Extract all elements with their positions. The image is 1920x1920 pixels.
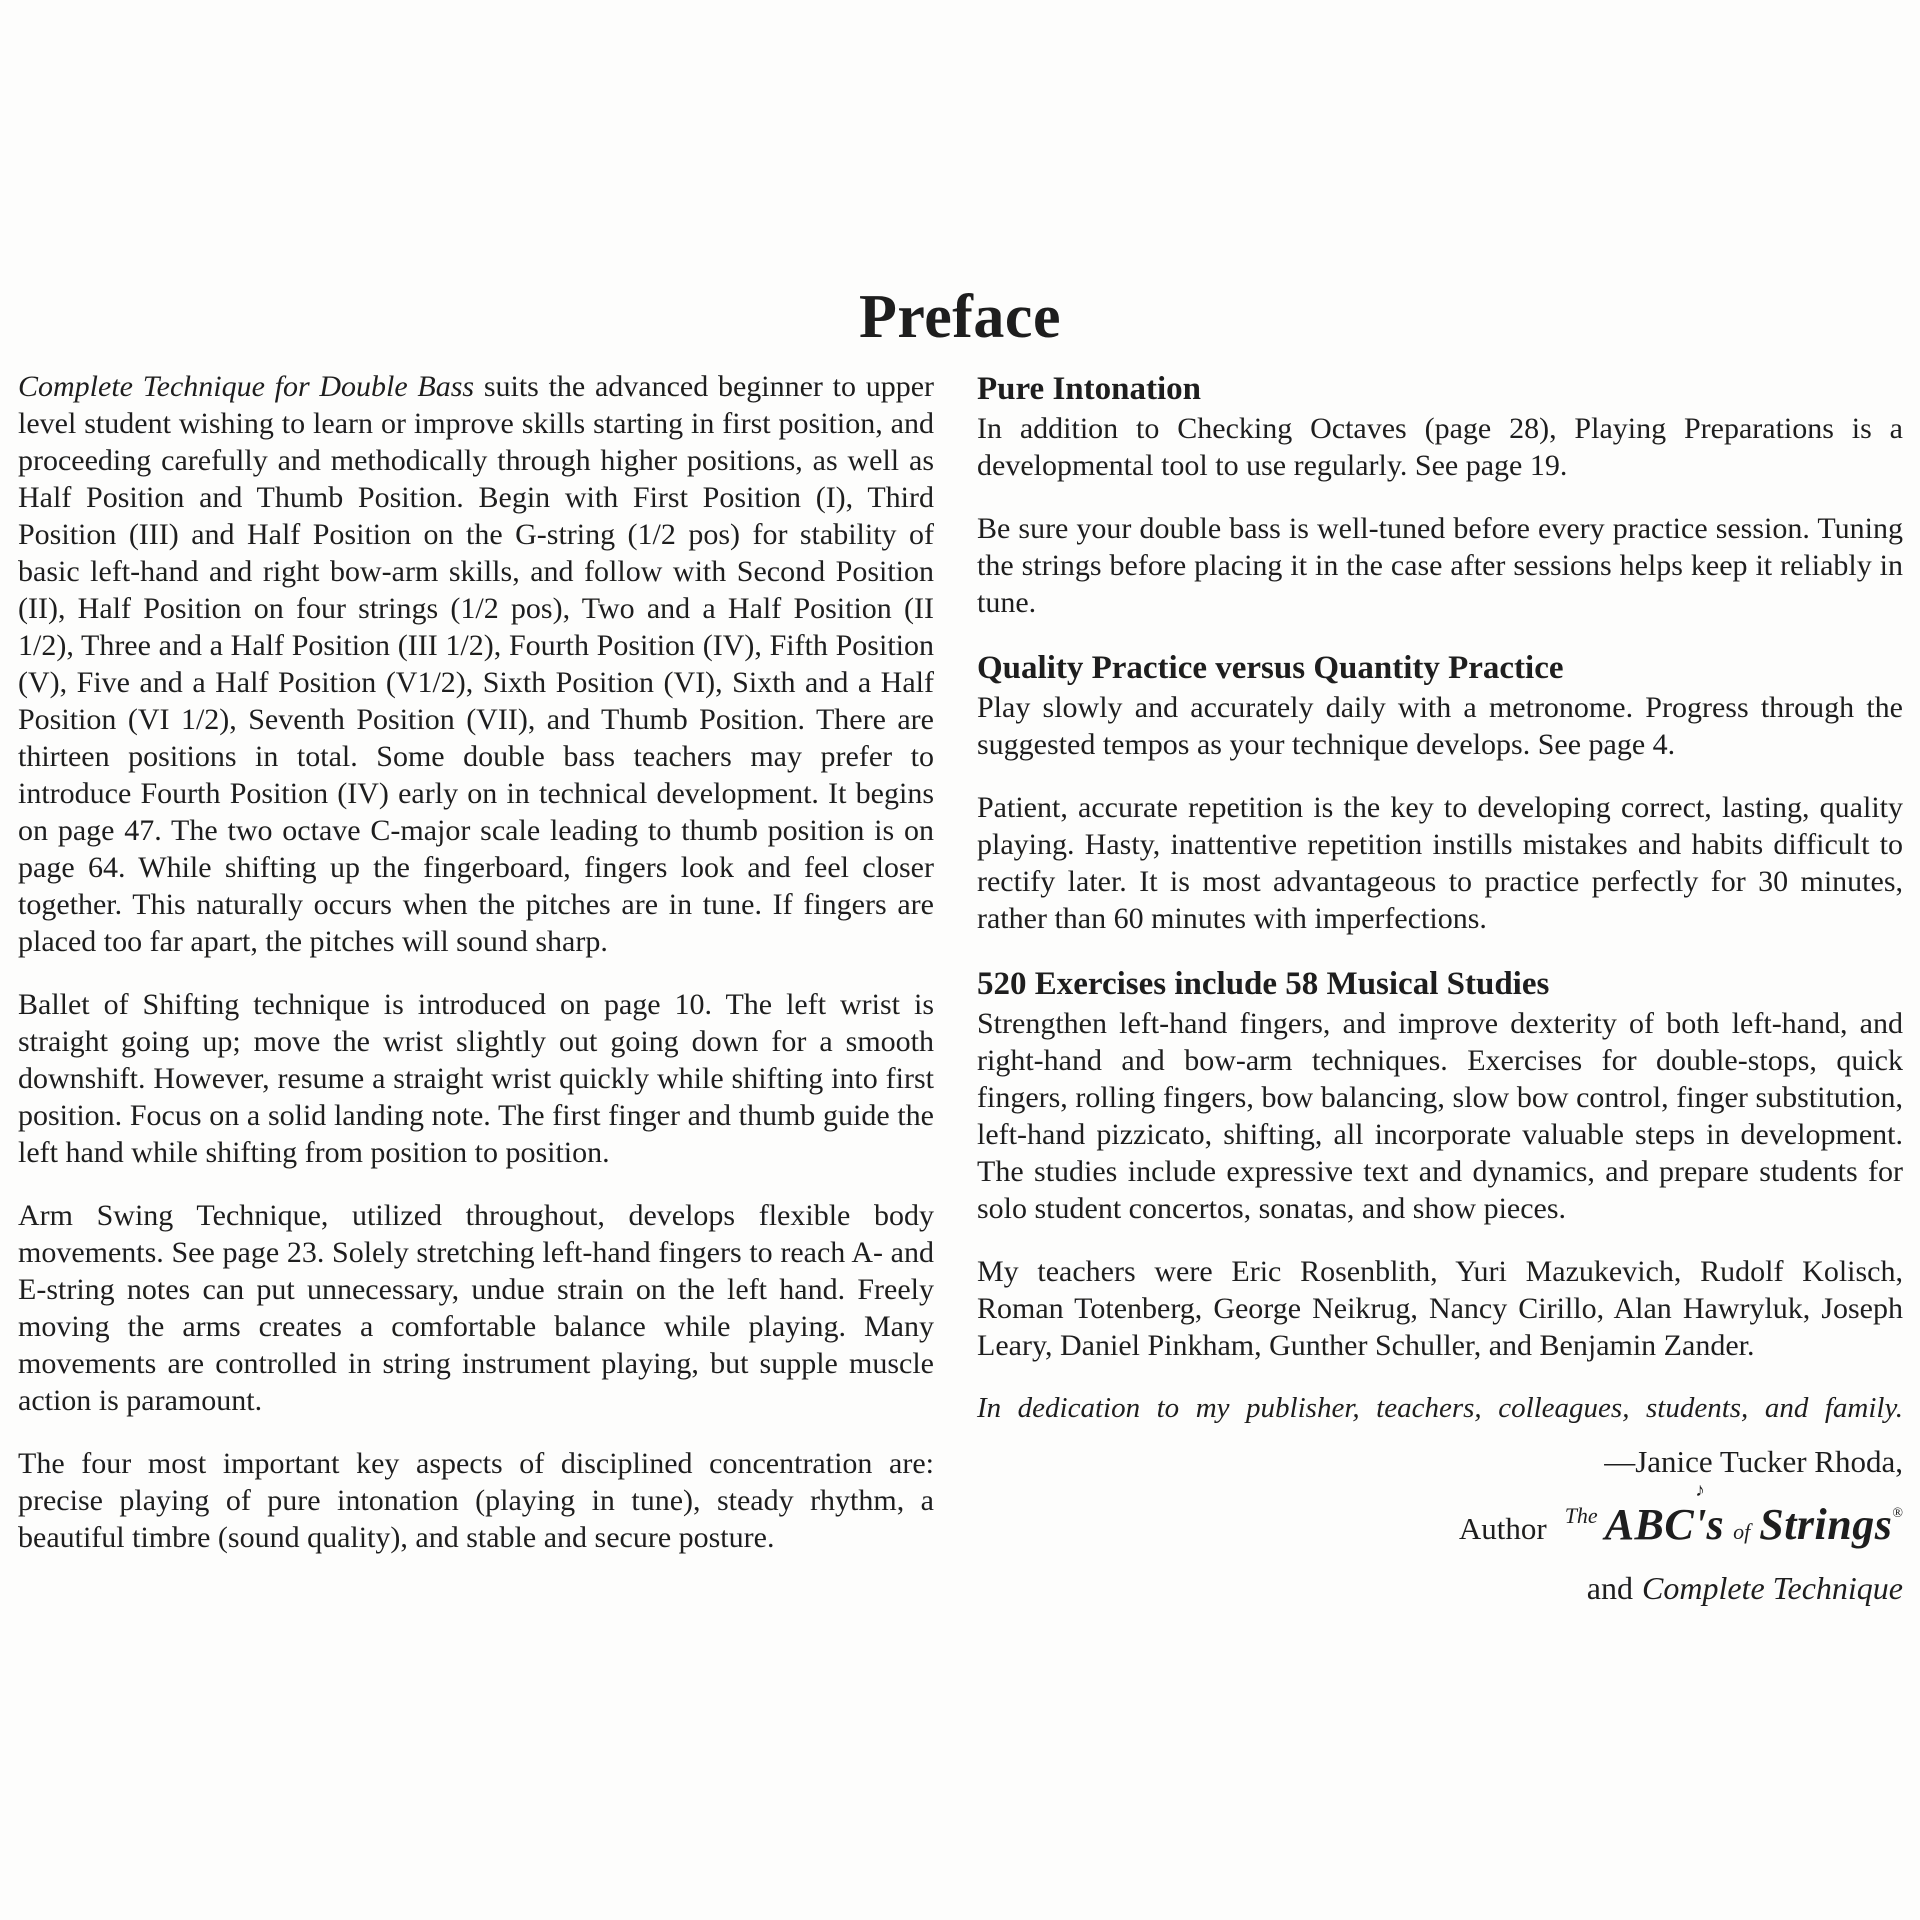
heading-pure-intonation: Pure Intonation — [977, 371, 1202, 407]
paragraph-intro — [18, 368, 934, 960]
paragraph-exercises: Strengthen left-hand fingers, and improve dexterity of both left-hand, and right-hand and bow-arm techniques. Exercises for double-stops, quick fingers, rolling fingers, bow balancing, slow bow control, finger substitution, left-hand pizzicato, shifting, all incorporate valuable steps in development. The studies include expressive text and dynamics, and prepare students for solo student concertos, sonatas, and show pieces. — [977, 1007, 1903, 1225]
heading-quality-practice: Quality Practice versus Quantity Practice — [977, 650, 1564, 686]
and-label: and — [1586, 1570, 1633, 1606]
paragraph-teachers: My teachers were Eric Rosenblith, Yuri Mazukevich, Rudolf Kolisch, Roman Totenberg, George Neikrug, Nancy Cirillo, Alan Hawryluk, Joseph Leary, Daniel Pinkham, Gunther Schuller, and Benjamin Zander. — [977, 1255, 1903, 1362]
paragraph-key-aspects: The four most important key aspects of disciplined concentration are: precise playing of pure intonation (playing in tune), steady rhythm, a beautiful timbre (sound quality), and stable and secure posture. — [18, 1447, 934, 1554]
paragraph-arm-swing: Arm Swing Technique, utilized throughout, develops flexible body movements. See page 23. Solely stretching left-hand fingers to reach A- and E-string notes can put unnecessary, undue strain on the left hand. Freely moving the arms creates a comfortable balance while playing. Many movements are controlled in string instrument playing, but supple muscle action is paramount. — [18, 1199, 934, 1417]
eighth-note-icon: ♪ — [1695, 1480, 1705, 1501]
abcs-of-strings-logo — [1564, 1480, 1903, 1549]
page-title: Preface — [859, 283, 1061, 351]
complete-technique-title: Complete Technique — [1642, 1570, 1903, 1606]
heading-520-exercises: 520 Exercises include 58 Musical Studies — [977, 966, 1550, 1002]
right-column — [977, 368, 1903, 1612]
second-book-line — [977, 1564, 1903, 1612]
logo-word-the: The — [1564, 1503, 1598, 1528]
logo-word-abc: ABC — [1604, 1500, 1695, 1549]
author-name: —Janice Tucker Rhoda, — [1604, 1444, 1903, 1479]
left-column — [18, 368, 934, 1582]
dedication-line: In dedication to my publisher, teachers, colleagues, students, and family. — [977, 1392, 1903, 1424]
logo-word-strings: Strings — [1759, 1500, 1893, 1549]
registered-mark: ® — [1892, 1506, 1903, 1521]
paragraph-tuning: Be sure your double bass is well-tuned before every practice session. Tuning the strings before placing it in the case after sessions helps keep it reliably in tune. — [977, 512, 1903, 619]
paragraph-ballet-of-shifting: Ballet of Shifting technique is introduced on page 10. The left wrist is straight going up; move the wrist slightly out going down for a smooth downshift. However, resume a straight wrist quickly while shifting into first position. Focus on a solid landing note. The first finger and thumb guide the left hand while shifting from position to position. — [18, 988, 934, 1169]
logo-word-of: of — [1733, 1519, 1751, 1544]
author-label: Author — [1458, 1511, 1547, 1546]
paragraph-metronome: Play slowly and accurately daily with a metronome. Progress through the suggested tempos as your technique develops. See page 4. — [977, 691, 1903, 761]
apostrophe-glyph: ' — [1694, 1500, 1707, 1549]
paragraph-intro-text: suits the advanced beginner to upper level student wishing to learn or improve skills starting in first position, and proceeding carefully and methodically through higher positions, as well as Half Position and Thumb Position. Begin with First Position (I), Third Position (III) and Half Position on the G-string (1/2 pos) for stability of basic left-hand and right bow-arm skills, and follow with Second Position (II), Half Position on four strings (1/2 pos), Two and a Half Position (II 1/2), Three and a Half Position (III 1/2), Fourth Position (IV), Fifth Position (V), Five and a Half Position (V1/2), Sixth Position (VI), Sixth and a Half Position (VI 1/2), Seventh Position (VII), and Thumb Position. There are thirteen positions in total. Some double bass teachers may prefer to introduce Fourth Position (IV) early on in technical development. It begins on page 47. The two octave C-major scale leading to thumb position is on page 64. While shifting up the fingerboard, fingers look and feel closer together. This naturally occurs when the pitches are in tune. If fingers are placed too far apart, the pitches will sound sharp. — [18, 370, 935, 958]
logo-letter-s: s — [1706, 1500, 1725, 1549]
logo-apostrophe — [1694, 1480, 1707, 1554]
author-credit-line — [977, 1480, 1903, 1564]
paragraph-checking-octaves: In addition to Checking Octaves (page 28), Playing Preparations is a developmental tool to use regularly. See page 19. — [977, 412, 1903, 482]
book-title-lead: Complete Technique for Double Bass — [18, 370, 475, 403]
signature-block — [977, 1439, 1903, 1612]
paragraph-repetition: Patient, accurate repetition is the key to developing correct, lasting, quality playing. Hasty, inattentive repetition instills mistakes and habits difficult to rectify later. It is most advantageous to practice perfectly for 30 minutes, rather than 60 minutes with imperfections. — [977, 791, 1903, 935]
